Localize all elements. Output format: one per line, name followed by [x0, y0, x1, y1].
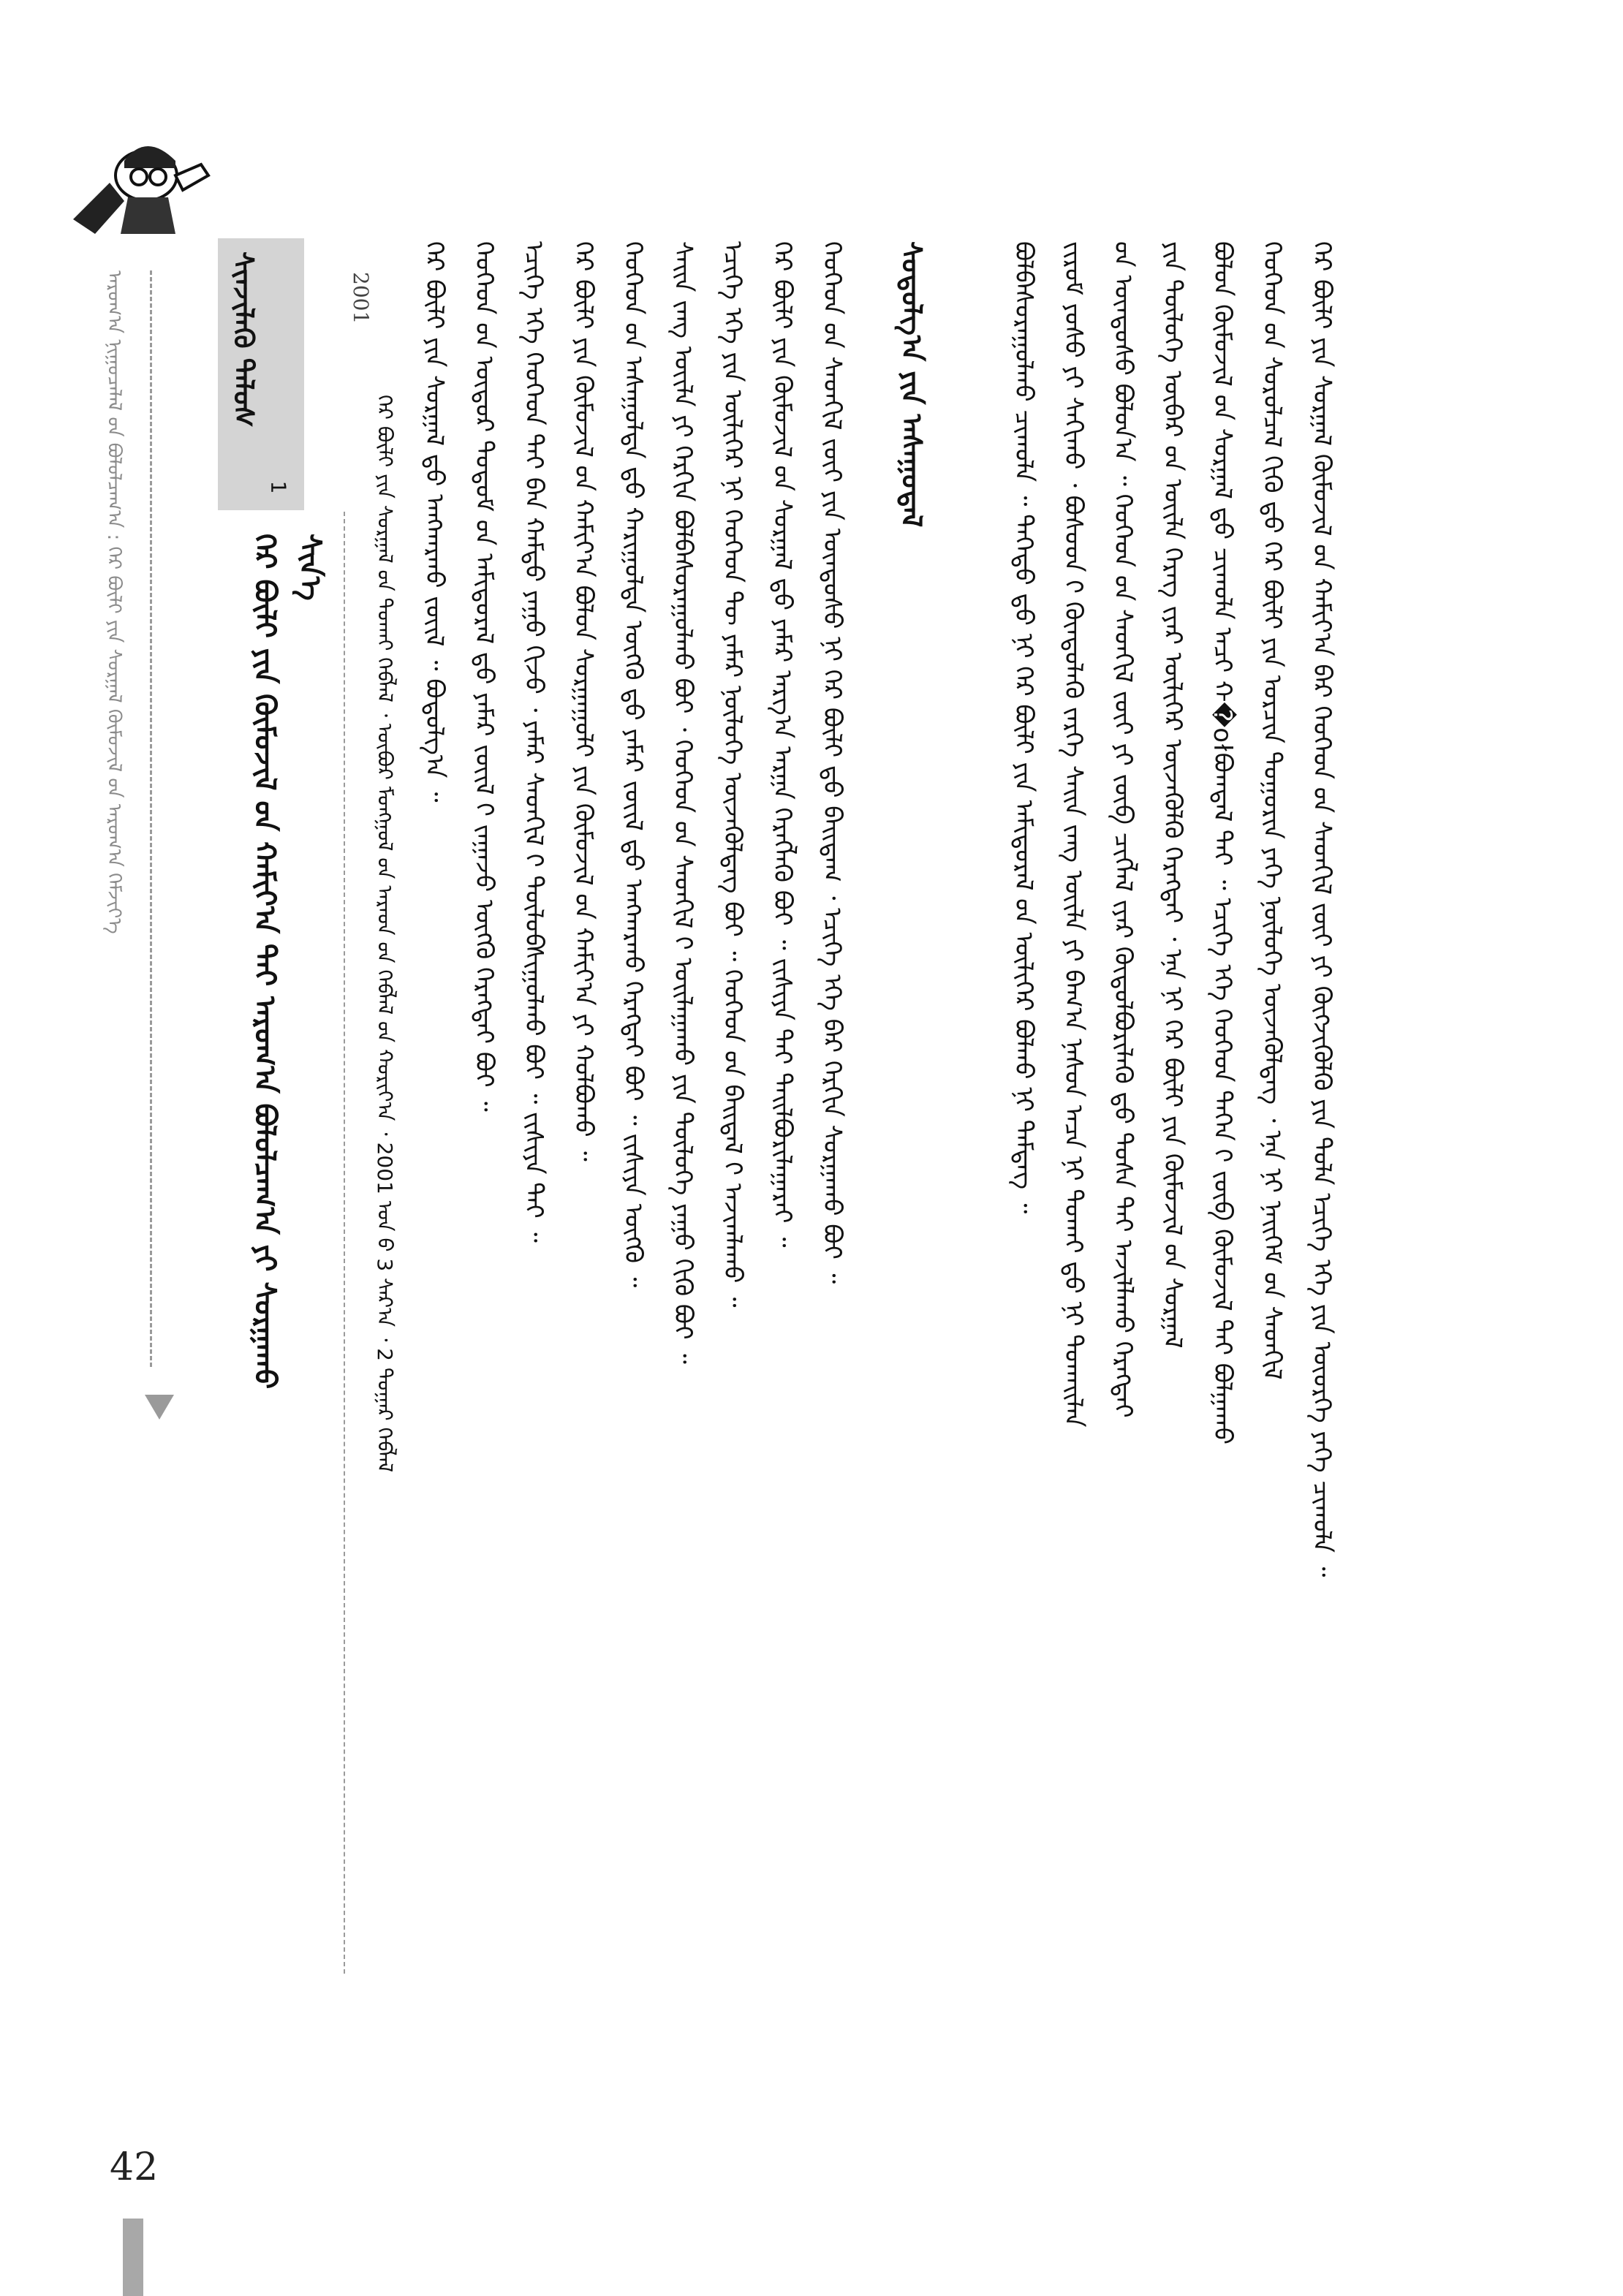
- section-heading-band: [218, 238, 304, 510]
- body-line: ᠶᠢᠨ ᠲᠥᠯᠦᠭᠡ ᠥᠪᠡᠷ ᠦ᠋ᠨ ᠦᠢᠯᠡ ᠬᠡᠷᠡᠭ ᠢ᠋ᠶᠡᠷ ᠦᠯᠢᠭᠡᠷ ᠦᠵᠡᠭᠦᠯᠬᠦ ᠬᠡᠷᠡᠭᠲᠡᠢ ᠂ ᠡᠨᠡ ᠨᠢ ᠭᠡᠷ ᠪᠦᠯᠢ ᠶᠢᠨ ᠬᠦᠮᠦᠵᠢᠯ ᠦ᠋ᠨ ᠰᠤᠷᠭᠠᠯ: [1158, 241, 1187, 1349]
- question-line: ᠭᠡᠷ ᠪᠦᠯᠢ ᠶᠢᠨ ᠰᠤᠷᠭᠠᠯ ᠳ᠋ᠤ ᠠᠩᠬᠠᠷᠬᠤ ᠵᠦᠢᠯ ᠃ ᠪᠣᠳᠤᠯᠭ᠎ᠠ ᠃: [420, 241, 449, 803]
- question-line: ᠭᠡᠷ ᠪᠦᠯᠢ ᠶᠢᠨ ᠬᠦᠮᠦᠵᠢᠯ ᠦ᠋ᠨ ᠰᠤᠷᠭᠠᠯ ᠳ᠋ᠤ ᠶᠠᠮᠠᠷ ᠠᠷᠭ᠎ᠠ ᠠᠷᠭᠠ ᠬᠡᠷᠡᠭᠯᠡᠬᠦ ᠪᠤᠢ ᠃ ᠵᠢᠱᠢᠶᠡ ᠲᠠᠢ ᠲᠠᠢᠯᠪᠤᠷᠢᠯᠠᠭᠠᠷᠠᠢ ᠃: [768, 241, 797, 1248]
- running-header: ᠠᠷᠤᠭ᠎ᠠ ᠨᠢᠭᠤᠴᠠᠯᠠᠯ ᠤ᠋ᠨ ᠪᠣᠯᠤᠯᠴᠠᠭ᠎ᠠ : ᠭᠡᠷ ᠪᠦᠯᠢ ᠶᠢᠨ ᠰᠤᠷᠭᠠᠯ ᠬᠦᠮᠦᠵᠢᠯ ᠦ᠋ᠨ ᠠᠷᠤᠭ᠎ᠠ ᠬᠡᠮᠵᠢᠶ᠎ᠡ: [103, 270, 125, 934]
- question-line: ᠬᠡᠦᠬᠡᠳ ᠦ᠋ᠨ ᠥᠳᠦᠷ ᠲᠤᠲᠤᠮ ᠤ᠋ᠨ ᠠᠮᠢᠳᠤᠷᠠᠯ ᠳ᠋ᠤ ᠶᠠᠮᠠᠷ ᠵᠦᠢᠯ ᠢ᠋ ᠵᠠᠭᠠᠵᠤ ᠥᠭᠬᠦ ᠬᠡᠷᠡᠭᠲᠡᠢ ᠪᠤᠢ ᠃: [469, 241, 499, 1112]
- triangle-marker-icon: [145, 1395, 174, 1420]
- question-line: ᠬᠡᠦᠬᠡᠳ ᠦ᠋ᠨ ᠠᠰᠠᠭᠤᠯᠲᠠ ᠳ᠋ᠤ ᠬᠠᠷᠢᠭᠤᠯᠲᠠ ᠥᠭᠬᠦ ᠳ᠋ᠤ ᠶᠠᠮᠠᠷ ᠵᠦᠢᠯ ᠳ᠋ᠤ ᠠᠩᠬᠠᠷᠬᠤ ᠬᠡᠷᠡᠭᠲᠡᠢ ᠪᠤᠢ ᠃ ᠵᠢᠱᠢᠶᠡ ᠥᠭᠬᠦ ᠃: [618, 241, 648, 1288]
- question-line: ᠡᠴᠢᠭᠡ ᠡᠬᠡ ᠬᠡᠦᠬᠡᠳ ᠲᠡᠢ ᠪᠡᠨ ᠬᠠᠮᠲᠤ ᠶᠠᠭᠤ ᠬᠢᠵᠦ ᠂ ᠶᠠᠮᠠᠷ ᠰᠡᠳᠬᠢᠯ ᠢ᠋ ᠲᠥᠯᠦᠪᠰᠢᠭᠤᠯᠬᠤ ᠪᠤᠢ ᠃ ᠵᠢᠱᠢᠶᠡ ᠲᠠᠢ ᠃: [519, 241, 548, 1243]
- body-line: ᠪᠣᠯᠤᠨ ᠬᠦᠮᠦᠵᠢᠯ ᠦ᠋ᠨ ᠰᠤᠷᠭᠠᠯ ᠳ᠋ᠤ ᠴᠢᠬᠤᠯᠠ ᠠᠴᠢ ᠬ�ołᠪᠣᠭᠳᠠᠯ ᠲᠠᠢ ᠃ ᠡᠴᠢᠭᠡ ᠡᠬᠡ ᠬᠡᠦᠬᠡᠳ ᠲᠡᠭᠡᠨ ᠢ᠋ ᠵᠥᠪ ᠬᠦᠮᠦᠵᠢᠯ ᠲᠡᠢ ᠪᠣᠯᠭᠠᠬᠤ: [1208, 241, 1237, 1444]
- body-line: ᠬᠡᠦᠬᠡᠳ ᠦ᠋ᠨ ᠰᠤᠷᠤᠯᠴᠠᠯ ᠬᠢᠬᠦ ᠳ᠋ᠤ ᠭᠡᠷ ᠪᠦᠯᠢ ᠶᠢᠨ ᠣᠷᠴᠢᠨ ᠲᠣᠭᠣᠷᠢᠨ ᠶᠡᠬᠡ ᠨᠥᠯᠦᠭᠡ ᠦᠵᠡᠭᠦᠯᠳᠡᠭ ᠂ ᠡᠨᠡ ᠨᠢ ᠨᠡᠢᠭᠡᠮ ᠦ᠋ᠨ ᠰᠡᠳᠬᠢᠯ: [1257, 241, 1287, 1380]
- body-line: ᠤ᠋ᠨ ᠦᠨᠳᠦᠰᠦ ᠪᠣᠯᠤᠨ᠎ᠠ ᠃ ᠬᠡᠦᠬᠡᠳ ᠦ᠋ᠨ ᠰᠡᠳᠬᠢᠯ ᠵᠦᠢ ᠶᠢ ᠵᠥᠪ ᠴᠢᠭᠯᠡᠯ ᠢ᠋ᠶᠡᠷ ᠬᠥᠲᠦᠯᠪᠦᠷᠢᠯᠡᠬᠦ ᠳ᠋ᠤ ᠲᠤᠰᠠ ᠲᠠᠢ ᠠᠵᠢᠯᠯᠠᠬᠤ ᠬᠡᠷᠡᠭᠲᠡᠢ: [1108, 241, 1138, 1418]
- question-line: ᠡᠴᠢᠭᠡ ᠡᠬᠡ ᠶᠢᠨ ᠦᠯᠢᠭᠡᠷ ᠨᠢ ᠬᠡᠦᠬᠡᠳ ᠲᠦ ᠶᠠᠮᠠᠷ ᠨᠥᠯᠦᠭᠡ ᠦᠵᠡᠭᠦᠯᠳᠡᠭ ᠪᠤᠢ ᠃ ᠬᠡᠦᠬᠡᠳ ᠦ᠋ᠨ ᠪᠠᠢᠳᠠᠯ ᠢ᠋ ᠠᠵᠢᠭᠯᠠᠬᠤ ᠃: [718, 241, 747, 1308]
- footnote-text: ᠭᠡᠷ ᠪᠦᠯᠢ ᠶᠢᠨ ᠰᠤᠷᠭᠠᠯ ᠤ᠋ᠨ ᠲᠤᠬᠠᠢ ᠬᠡᠪᠯᠡᠯ ᠂ ᠥᠪᠥᠷ ᠮᠣᠩᠭᠣᠯ ᠤ᠋ᠨ ᠠᠷᠠᠳ ᠤ᠋ᠨ ᠬᠡᠪᠯᠡᠯ ᠦ᠋ᠨ ᠬᠣᠷᠢᠶ᠎ᠠ ᠂ 2001 ᠣᠨ ᠤ᠋ 3 ᠰᠠᠷ᠎ᠠ ᠂ 2 ᠳᠤᠭᠠᠷ ᠬᠡᠪᠯᠡᠯ: [373, 395, 397, 1473]
- body-line: ᠭᠡᠷ ᠪᠦᠯᠢ ᠶᠢᠨ ᠰᠤᠷᠭᠠᠯ ᠬᠦᠮᠦᠵᠢᠯ ᠦ᠋ᠨ ᠬᠠᠮᠢᠶ᠎ᠠ ᠪᠠᠷ ᠬᠡᠦᠬᠡᠳ ᠦ᠋ᠨ ᠰᠡᠳᠬᠢᠯ ᠵᠦᠢ ᠶᠢ ᠬᠥᠭᠵᠢᠭᠦᠯᠬᠦ ᠶᠢᠨ ᠲᠤᠯᠠ ᠡᠴᠢᠭᠡ ᠡᠬᠡ ᠶᠢᠨ ᠦᠦᠷᠭᠡ ᠶᠡᠬᠡ ᠴᠢᠬᠤᠯᠠ ᠃: [1307, 241, 1336, 1577]
- section-title: ᠭᠡᠷ ᠪᠦᠯᠢ ᠶᠢᠨ ᠬᠦᠮᠦᠵᠢᠯ ᠦ᠋ᠨ ᠬᠠᠮᠢᠶ᠎ᠠ ᠲᠠᠢ ᠠᠷᠤᠭ᠎ᠠ ᠪᠣᠯᠤᠯᠴᠠᠭ᠎ᠠ ᠶᠢ ᠰᠤᠷᠭᠠᠬᠤ: [248, 534, 281, 1390]
- footnote-marker: 1: [266, 480, 291, 494]
- body-line: ᠪᠣᠯᠪᠠᠰᠤᠷᠠᠭᠤᠯᠬᠤ ᠴᠢᠬᠤᠯᠠ ᠃ ᠳᠡᠭᠡᠳᠦ ᠳ᠋ᠤ ᠨᠢ ᠭᠡᠷ ᠪᠦᠯᠢ ᠶᠢᠨ ᠠᠮᠢᠳᠤᠷᠠᠯ ᠤ᠋ᠨ ᠦᠯᠢᠭᠡᠷ ᠪᠣᠯᠬᠤ ᠨᠢ ᠲᠡᠮᠳᠡᠭ ᠃: [1009, 241, 1038, 1214]
- footnote-divider: [344, 512, 345, 1974]
- footnote-year: 2001: [349, 272, 373, 325]
- header-divider: [150, 270, 152, 1367]
- section-heading: ᠰᠢᠨᠵᠢᠯᠡᠬᠦ ᠲᠡᠯᠦᠰ: [227, 251, 260, 428]
- question-line: ᠬᠡᠦᠬᠡᠳ ᠦ᠋ᠨ ᠰᠡᠳᠬᠢᠯ ᠵᠦᠢ ᠶᠢᠨ ᠦᠨᠳᠦᠰᠦ ᠨᠢ ᠭᠡᠷ ᠪᠦᠯᠢ ᠳ᠋ᠤ ᠪᠠᠢᠳᠠᠭ ᠂ ᠡᠴᠢᠭᠡ ᠡᠬᠡ ᠪᠡᠷ ᠬᠡᠷᠬᠢᠨ ᠰᠤᠷᠭᠠᠬᠤ ᠪᠤᠢ ᠃: [817, 241, 847, 1284]
- question-line: ᠭᠡᠷ ᠪᠦᠯᠢ ᠶᠢᠨ ᠬᠦᠮᠦᠵᠢᠯ ᠦ᠋ᠨ ᠬᠠᠮᠢᠶ᠎ᠠ ᠪᠣᠯᠤᠨ ᠰᠤᠷᠭᠠᠭᠤᠯᠢ ᠶᠢᠨ ᠬᠦᠮᠦᠵᠢᠯ ᠦ᠋ᠨ ᠬᠠᠮᠢᠶ᠎ᠠ ᠶᠢ ᠬᠣᠯᠪᠣᠬᠤ ᠃: [569, 241, 598, 1162]
- question-line: ᠰᠠᠢᠨ ᠵᠠᠩ ᠦᠢᠯᠡ ᠶᠢ ᠬᠡᠷᠬᠢᠨ ᠪᠣᠯᠪᠠᠰᠤᠷᠠᠭᠤᠯᠬᠤ ᠪᠤᠢ ᠂ ᠬᠡᠦᠬᠡᠳ ᠦ᠋ᠨ ᠰᠡᠳᠬᠢᠯ ᠢ᠋ ᠣᠢᠯᠠᠭᠠᠬᠤ ᠶᠢᠨ ᠲᠥᠯᠦᠭᠡ ᠶᠠᠭᠤ ᠬᠢᠬᠦ ᠪᠤᠢ ᠃: [668, 241, 697, 1364]
- page-number: 42: [110, 2145, 159, 2189]
- page-edge-tab: [123, 2219, 143, 2296]
- body-line: ᠵᠢᠷᠤᠮ ᠶᠣᠰᠣ ᠶᠢ ᠰᠠᠬᠢᠬᠤ ᠂ ᠪᠤᠰᠤᠳ ᠢ᠋ ᠬᠦᠨᠳᠦᠯᠡᠬᠦ ᠵᠡᠷᠭᠡ ᠰᠠᠢᠨ ᠵᠠᠩ ᠦᠢᠯᠡ ᠶᠢ ᠪᠠᠭ᠎ᠠ ᠨᠠᠰᠤᠨ ᠠᠴᠠ ᠨᠢ ᠲᠤᠬᠠᠢ ᠳ᠋ᠤ ᠨᠢ ᠲᠤᠬᠠᠢᠯᠠᠨ: [1059, 241, 1088, 1428]
- bullet-heading: ᠰᠤᠳᠤᠯᠭ᠎ᠠ ᠶᠢᠨ ᠠᠰᠠᠭᠤᠳᠠᠯ: [896, 241, 928, 528]
- section-subtitle: ᠰᠢᠨ᠎ᠡ: [293, 534, 327, 601]
- mascot-icon: [66, 132, 219, 241]
